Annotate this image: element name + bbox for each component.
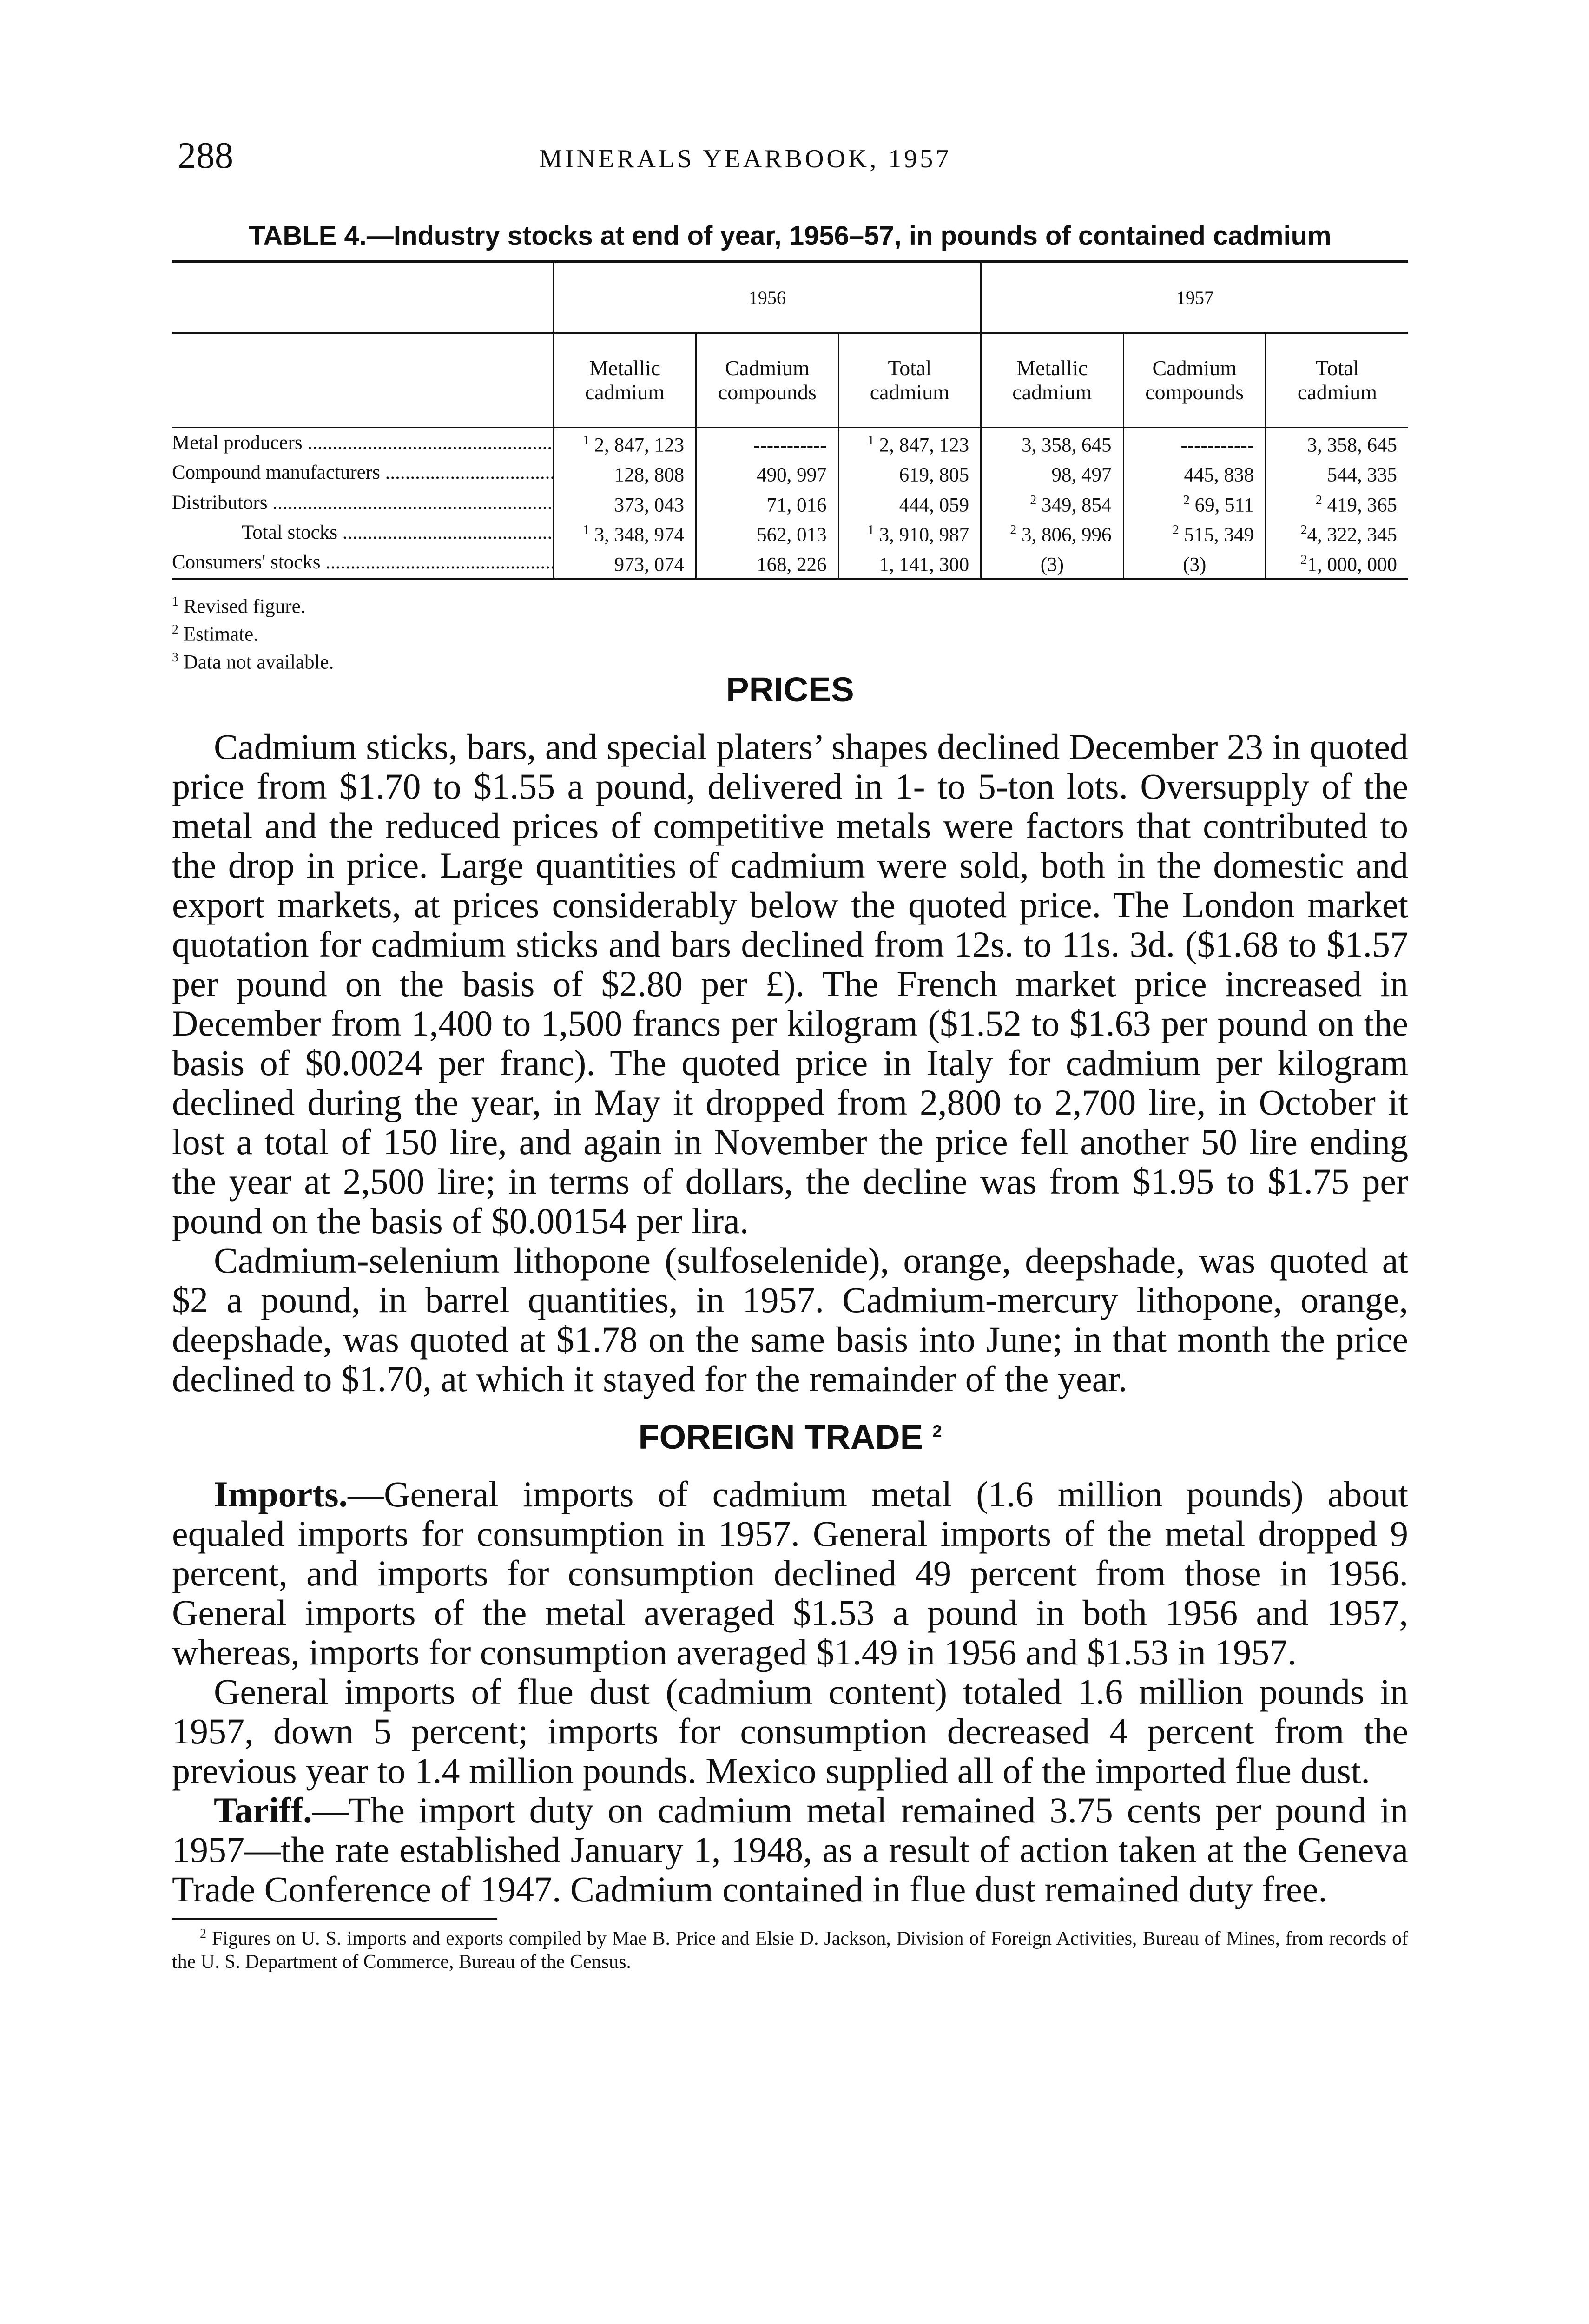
table-cell: 544, 335 [1266, 458, 1409, 488]
year-1956-header: 1956 [554, 262, 981, 333]
row-label: Compound manufacturers [172, 462, 380, 484]
page-header [172, 135, 1408, 186]
table-cell: 128, 808 [554, 458, 696, 488]
table-cell: $^1$ 3, 348, 974 [554, 518, 696, 548]
table-cell: $^1$ 2, 847, 123 [554, 428, 696, 458]
footnote-rule [172, 1918, 497, 1920]
table-row [172, 458, 1408, 488]
imports-lead: Imports. [214, 1473, 348, 1514]
table-row [172, 488, 1408, 518]
row-label: Distributors [172, 491, 268, 514]
table-cell: $^2$ 349, 854 [981, 488, 1123, 518]
table-cell: $^2$ 69, 511 [1123, 488, 1266, 518]
prices-heading: PRICES [726, 670, 854, 709]
table-cell: $^1$ 3, 910, 987 [838, 518, 981, 548]
col-header-1957-total: Total cadmium [1266, 333, 1409, 428]
col-header-1957-metallic: Metallic cadmium [981, 333, 1123, 428]
table-cell: 445, 838 [1123, 458, 1266, 488]
table-footnotes [172, 590, 1408, 674]
stocks-table [172, 260, 1408, 580]
table-cell: 71, 016 [696, 488, 838, 518]
footnote: $^1$ Revised figure. [172, 594, 306, 617]
imports-paragraph-1: Imports.—General imports of cadmium metal (1.6 million pounds) about equaled imports for consumption in 1957. General imports of the metal dropped 9 percent, and imports for consumption declined 49 percent from those in 1956. General imports of the metal averaged $1.53 a pound in both 1956 and 1957, whereas, imports for consumption averaged $1.49 in 1956 and $1.53 in 1957. [172, 1473, 1408, 1672]
table-cell: 3, 358, 645 [1266, 428, 1409, 458]
col-header-1956-metallic: Metallic cadmium [554, 333, 696, 428]
table-cell: $^2$ 3, 806, 996 [981, 518, 1123, 548]
table-cell: 3, 358, 645 [981, 428, 1123, 458]
table-cell: 98, 497 [981, 458, 1123, 488]
prices-paragraph-1: Cadmium sticks, bars, and special platers’ shapes declined December 23 in quoted price from $1.70 to $1.55 a pound, delivered in 1- to 5-ton lots. Oversupply of the metal and the reduced prices of competitive metals were factors that contributed to the drop in price. Large quantities of cadmium were sold, both in the domestic and export markets, at prices considerably below the quoted price. The London market quotation for cadmium sticks and bars declined from 12s. to 11s. 3d. ($1.68 to $1.57 per pound on the basis of $2.80 per £). The French market price increased in December from 1,400 to 1,500 francs per kilogram ($1.52 to $1.63 per pound on the basis of $0.0024 per franc). The quoted price in Italy for cadmium per kilogram declined during the year, in May it dropped from 2,800 to 2,700 lire, in October it lost a total of 150 lire, and again in November the price fell another 50 lire ending the year at 2,500 lire; in terms of dollars, the decline was from $1.95 to $1.75 per pound on the basis of $0.00154 per lira. [172, 726, 1408, 1241]
tariff-lead: Tariff. [214, 1789, 312, 1830]
table-cell: 490, 997 [696, 458, 838, 488]
table-cell: 1, 141, 300 [838, 548, 981, 579]
tariff-paragraph: Tariff.—The import duty on cadmium metal remained 3.75 cents per pound in 1957—the rate established January 1, 1948, as a result of action taken at the Geneva Trade Conference of 1947. Cadmium contained in flue dust remained duty free. [172, 1789, 1408, 1909]
page-number: 288 [178, 135, 233, 176]
table-cell: $^2$ 515, 349 [1123, 518, 1266, 548]
table-cell: $^2$ 419, 365 [1266, 488, 1409, 518]
stub-header [172, 262, 554, 333]
table-row [172, 518, 1408, 548]
document-page [172, 135, 1408, 1974]
table-cell: ----------- [1123, 428, 1266, 458]
imports-paragraph-2: General imports of flue dust (cadmium content) totaled 1.6 million pounds in 1957, down 5 percent; imports for consumption decreased 4 percent from the previous year to 1.4 million pounds. Mexico supplied all of the imported flue dust. [172, 1671, 1408, 1791]
year-1957-header: 1957 [981, 262, 1408, 333]
col-header-1956-total: Total cadmium [838, 333, 981, 428]
col-header-1956-compounds: Cadmium compounds [696, 333, 838, 428]
table-row [172, 428, 1408, 458]
table-cell: 168, 226 [696, 548, 838, 579]
footnote: $^3$ Data not available. [172, 650, 334, 673]
table-cell: 444, 059 [838, 488, 981, 518]
table-cell: (3) [981, 548, 1123, 579]
column-header-row [172, 333, 1408, 428]
row-label: Consumers' stocks [172, 551, 321, 574]
table-title: TABLE 4.—Industry stocks at end of year, 1956–57, in pounds of contained cadmium [249, 221, 1332, 251]
col-header-1957-compounds: Cadmium compounds [1123, 333, 1266, 428]
table-cell: 373, 043 [554, 488, 696, 518]
footnote: $^2$ Estimate. [172, 622, 258, 646]
year-header-row [172, 262, 1408, 333]
table-cell: 562, 013 [696, 518, 838, 548]
prices-paragraph-2: Cadmium-selenium lithopone (sulfoselenide), orange, deepshade, was quoted at $2 a pound, in barrel quantities, in 1957. Cadmium-mercury lithopone, orange, deepshade, was quoted at $1.78 on the same basis into June; in that month the price declined to $1.70, at which it stayed for the remainder of the year. [172, 1240, 1408, 1399]
table-cell: 619, 805 [838, 458, 981, 488]
page-footnote: $^2$ Figures on U. S. imports and exports compiled by Mae B. Price and Elsie D. Jackson, Division of Foreign Activities, Bureau of Mines, from records of the U. S. Department of Commerce, Bureau of the Census. [172, 1926, 1408, 1973]
table-row [172, 548, 1408, 579]
row-label: Metal producers [172, 432, 303, 454]
running-head: MINERALS YEARBOOK, 1957 [539, 145, 952, 173]
table-cell: $^1$ 2, 847, 123 [838, 428, 981, 458]
table-cell: $^2$4, 322, 345 [1266, 518, 1409, 548]
table-cell: $^2$1, 000, 000 [1266, 548, 1409, 579]
table-cell: (3) [1123, 548, 1266, 579]
row-label: Total stocks [242, 522, 337, 544]
foreign-trade-heading: FOREIGN TRADE $^2$ [638, 1417, 942, 1456]
table-cell: 973, 074 [554, 548, 696, 579]
table-cell: ----------- [696, 428, 838, 458]
